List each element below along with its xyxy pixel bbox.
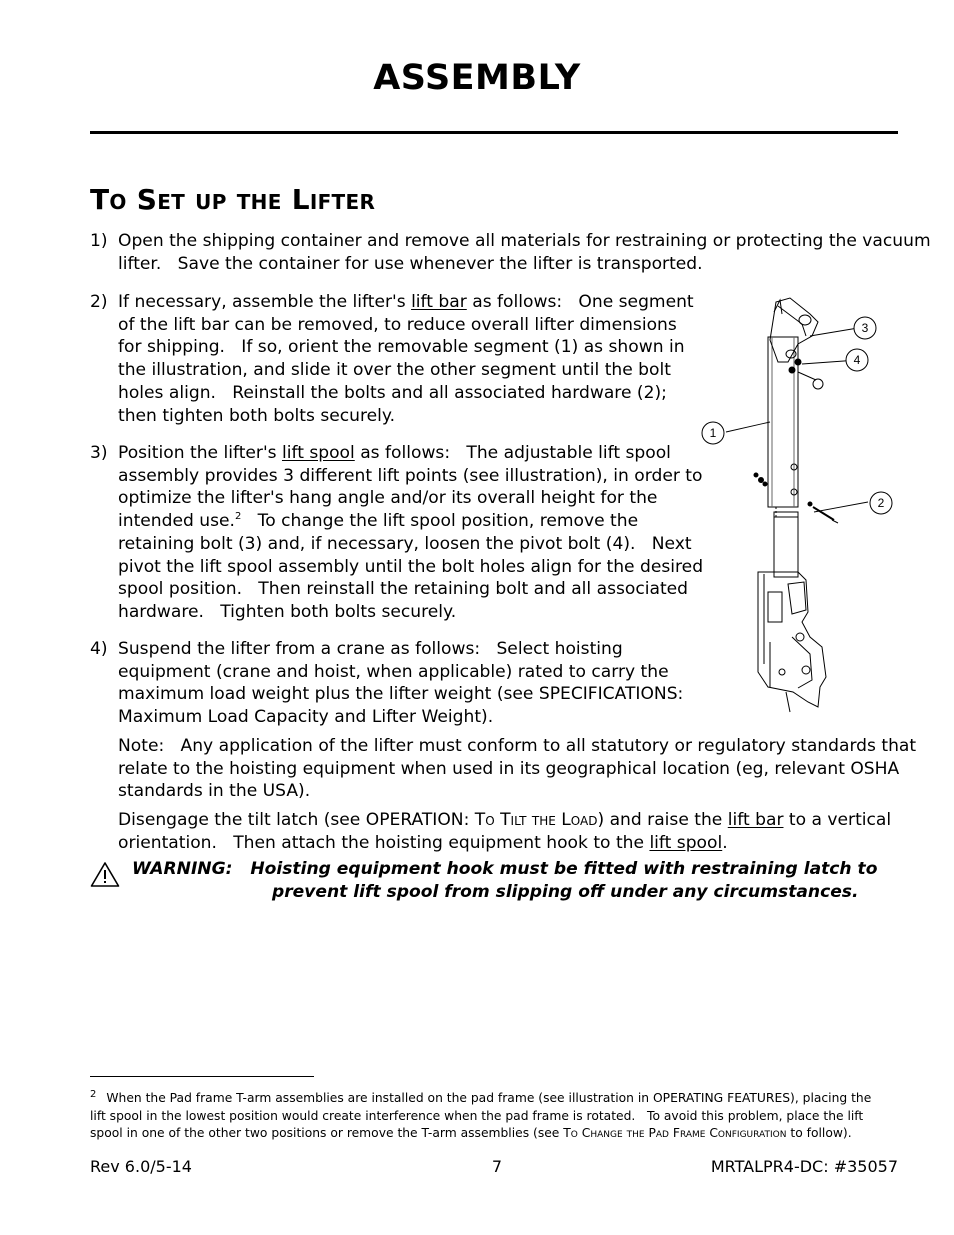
text-run: Position the lifter's: [118, 443, 282, 463]
section-title: To Set up the Lifter: [90, 183, 376, 216]
callout-3: 3: [861, 321, 869, 335]
footnote: [90, 1090, 898, 1143]
text-run: If necessary, assemble the lifter's: [118, 292, 412, 312]
step-number: 2): [90, 292, 108, 312]
text-run: intended use.: [118, 511, 235, 532]
text-run: When the Pad frame T-arm assemblies are installed on the pad frame (see illustration in OPERATING FEATURES), placing the: [106, 1091, 872, 1105]
footnote-line: lift spool in the lowest position would create interference when the pad frame is rotated. To avoid this problem, place the lift: [90, 1108, 864, 1123]
callout-4: 4: [853, 353, 861, 367]
step-1: [90, 230, 931, 275]
footnote-line: [90, 1090, 898, 1108]
lift-spool-term: lift spool: [649, 832, 723, 853]
text-run: Disengage the tilt latch (see OPERATION:: [118, 810, 475, 830]
text-run: as follows: The adjustable lift spool: [354, 443, 671, 463]
text-run: to follow).: [786, 1126, 852, 1140]
step-line: [118, 442, 690, 465]
step-line: retaining bolt (3) and, if necessary, loosen the pivot bolt (4). Next: [118, 533, 692, 554]
footnote-mark: 2: [90, 1089, 97, 1100]
text-run: To change the lift spool position, remove the: [241, 511, 639, 532]
warning-line: prevent lift spool from slipping off under any circumstances.: [272, 882, 859, 902]
step-3: [90, 442, 704, 624]
step-line: Open the shipping container and remove all materials for restraining or protecting the vacuum: [118, 231, 931, 251]
step-number: 1): [90, 231, 108, 251]
text-run: ) and raise the: [597, 810, 728, 830]
step-line: Suspend the lifter from a crane as follows: Select hoisting: [118, 639, 623, 659]
step-line: optimize the lifter's hang angle and/or its overall height for the: [118, 488, 658, 509]
step-line: holes align. Reinstall the bolts and all associated hardware (2);: [118, 382, 667, 403]
note-line: Note: Any application of the lifter must conform to all statutory or regulatory standards that: [118, 736, 917, 756]
step-line: the illustration, and slide it over the other segment until the bolt: [118, 360, 671, 381]
text-run: as follows: One segment: [466, 292, 694, 312]
text-run: to a vertical: [783, 810, 892, 830]
callout-2: 2: [877, 496, 885, 510]
title-divider: [90, 131, 898, 134]
warning-line: WARNING: Hoisting equipment hook must be fitted with restraining latch to: [132, 859, 878, 879]
step-line: Maximum Load Capacity and Lifter Weight).: [118, 707, 494, 728]
step-line: [118, 510, 690, 533]
lift-bar-term: lift bar: [727, 810, 784, 830]
configuration-reference: To Change the Pad Frame Configuration: [563, 1126, 787, 1140]
note-line: standards in the USA).: [118, 781, 311, 802]
disengage-paragraph: [118, 809, 898, 854]
footer-revision: Rev 6.0/5-14: [90, 1157, 192, 1176]
operation-reference: To Tilt the Load: [474, 810, 598, 830]
step-line: assembly provides 3 different lift points (see illustration), in order to: [118, 465, 703, 486]
lift-spool-term: lift spool: [281, 443, 355, 463]
step-2: [90, 291, 694, 427]
step-line: lifter. Save the container for use whenever the lifter is transported.: [118, 253, 703, 274]
para-line: [118, 832, 898, 855]
page-title: ASSEMBLY: [373, 58, 581, 98]
warning-triangle-icon: [90, 861, 120, 888]
footnote-divider: [90, 1076, 314, 1077]
step-line: spool position. Then reinstall the retaining bolt and all associated: [118, 579, 689, 600]
step-number: 3): [90, 443, 108, 463]
step-line: hardware. Tighten both bolts securely.: [118, 601, 457, 622]
lift-bar-term: lift bar: [411, 292, 467, 312]
step-4: [90, 638, 690, 729]
text-run: .: [722, 832, 728, 853]
step-line: of the lift bar can be removed, to reduce overall lifter dimensions: [118, 314, 677, 335]
step-line: for shipping. If so, orient the removable segment (1) as shown in: [118, 337, 685, 358]
footnote-line: [90, 1125, 898, 1143]
footer-document-id: MRTALPR4-DC: #35057: [710, 1157, 898, 1176]
footnote-ref: 2: [234, 511, 242, 523]
callout-1: 1: [709, 426, 717, 440]
step-number: 4): [90, 639, 108, 659]
step-line: equipment (crane and hoist, when applicable) rated to carry the: [118, 661, 669, 682]
para-line: [118, 809, 898, 832]
step-line: then tighten both bolts securely.: [118, 405, 396, 426]
note-paragraph: [118, 735, 917, 803]
step-line: maximum load weight plus the lifter weight (see SPECIFICATIONS:: [118, 684, 684, 705]
note-line: relate to the hoisting equipment when used in its geographical location (eg, relevant OSHA: [118, 758, 900, 779]
text-run: spool in one of the other two positions or remove the T-arm assemblies (see: [90, 1126, 564, 1140]
step-line: [118, 291, 694, 314]
footer-page-number: 7: [491, 1157, 503, 1176]
text-run: orientation. Then attach the hoisting equipment hook to the: [118, 832, 650, 853]
lifter-assembly-illustration: [698, 292, 898, 716]
step-line: pivot the lift spool assembly until the bolt holes align for the desired: [118, 556, 704, 577]
